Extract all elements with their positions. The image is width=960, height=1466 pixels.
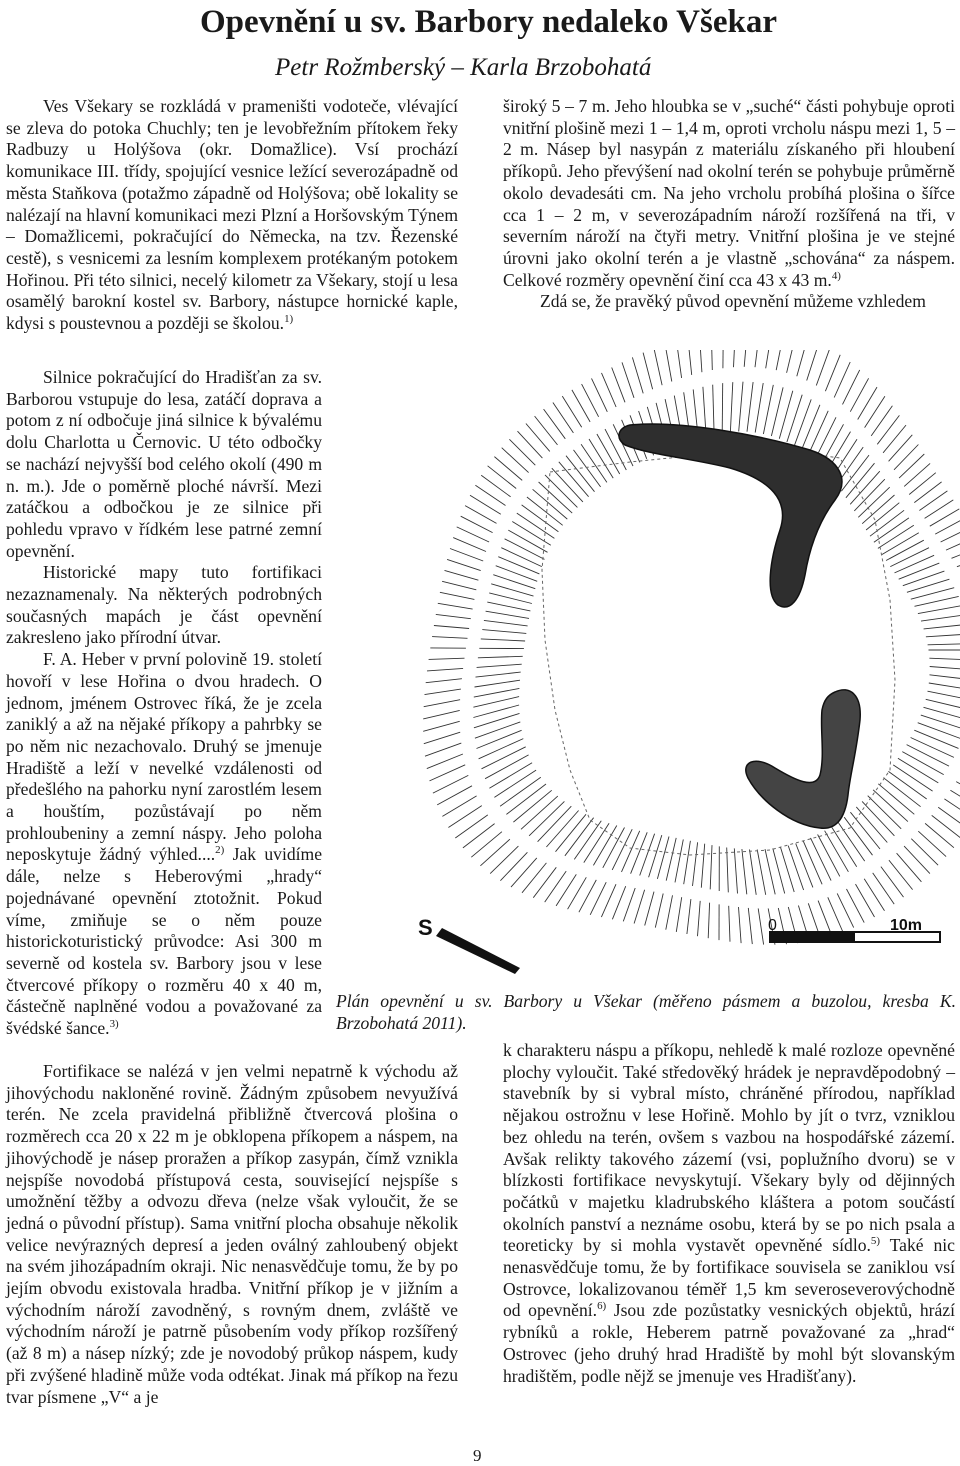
hatch-line <box>556 874 576 906</box>
hatch-line <box>844 817 872 855</box>
hatch-line <box>502 448 529 473</box>
hatch-line <box>903 571 945 586</box>
hatch-line <box>684 841 691 884</box>
hatch-line <box>479 739 524 759</box>
hatch-line <box>522 505 559 532</box>
hatch-line <box>831 827 856 867</box>
footnote-ref: 6) <box>597 1300 607 1313</box>
hatch-line <box>766 350 772 368</box>
hatch-line <box>758 908 763 944</box>
hatch-line <box>918 605 960 613</box>
hatch-line <box>886 540 924 560</box>
hatch-line <box>675 839 683 882</box>
hatch-line <box>445 570 479 580</box>
hatch-line <box>429 658 465 659</box>
left-column-top <box>6 96 458 335</box>
hatch-line <box>517 513 555 538</box>
hatch-line <box>748 908 752 944</box>
hatch-line <box>574 821 601 860</box>
hatch-line <box>808 411 828 455</box>
paragraph-3: Historické mapy tuto fortifikaci nezaznamenaly. Na některých podrobných současných mapách je část opevnění zakresleno jako přírodní útvar. <box>6 562 322 648</box>
hatch-line <box>918 723 960 740</box>
hatch-line <box>654 350 662 385</box>
hatch-line <box>474 688 520 697</box>
hatch-line <box>727 848 729 893</box>
hatch-line <box>763 385 773 434</box>
hatch-line <box>928 644 960 645</box>
authors: Petr Rožmberský – Karla Brzobohatá <box>275 54 652 81</box>
hatch-line <box>794 399 811 445</box>
hatch-line <box>612 886 625 919</box>
hatch-line <box>632 357 643 393</box>
hatch-line <box>430 765 466 781</box>
hatch-line <box>878 525 914 548</box>
hatch-line <box>864 879 884 911</box>
hatch-line <box>494 457 522 481</box>
hatch-line <box>622 831 640 872</box>
left-column-narrow <box>6 367 322 1040</box>
hatch-line <box>471 832 502 858</box>
hatch-line <box>925 500 954 519</box>
hatch-line <box>509 439 535 465</box>
hatch-line <box>734 848 737 893</box>
hatch-line <box>487 602 530 611</box>
hatch-line <box>818 835 840 877</box>
hatch-line <box>424 732 460 744</box>
hatch-line <box>938 807 960 829</box>
hatch-line <box>500 852 527 880</box>
hatch-line <box>909 473 936 495</box>
fortification-plan-figure <box>330 350 960 985</box>
hatch-line <box>601 884 616 917</box>
hatch-line <box>921 615 960 622</box>
hatch-line <box>838 822 865 861</box>
hatch-line <box>425 689 461 695</box>
hatch-line <box>494 770 536 797</box>
hatch-line <box>640 834 655 876</box>
hatch-line <box>442 581 476 590</box>
footnote-ref: 5) <box>870 1235 880 1248</box>
hatch-line <box>897 853 922 882</box>
hatch-line <box>500 777 541 806</box>
hatch-line <box>476 672 521 677</box>
hatch-line <box>750 850 757 895</box>
paragraph-6: široký 5 – 7 m. Jeho hloubka se v „suché“ části pohybuje oproti vnitřní plošině mezi 1 – 1,4 m, oproti vrcholu náspu mezi 1, 5 – 2 m. Násep byl nasypán z materiálu získaného při hloubení příkopů. Jeho převýšení nad okolní terén se pohybuje průměrně okolo devadesáti cm. Na jeho vrcholu probíhá plošina o šířce cca 1 – 2 m, v severozápadním nároží rozšířená na tři, v severním nároží na čtyři metry. Vnitřní plošina je ve stejné úrovni jako okolní terén a je vlastně „schována“ za náspem. Celkové rozměry opevnění činí cca 43 x 43 m.$^{4)}$ <box>503 96 955 290</box>
footnote-ref: 2) <box>215 844 225 857</box>
paragraph-5: Fortifikace se nalézá v jen velmi nepatrně k východu až jihovýchodu nakloněné rovině. Žádným způsobem nevyužívá terén. Ne zcela pravidelná přibližně čtvercová plošina o rozměrech cca 20 x 22 m je obklopena příkopem a náspem, na jihovýchodě je násep proražen a příkop zasypán, čímž vznikla nejspíše novodobá přístupová cesta, související nejspíše s umožnění těžby a odvozu dřeva (nelze však vyloučit, že se jedná o původní přístup). Sama vnitřní plocha obsahuje několik velice nevýrazných depresí a jeden oválný zahloubený objekt na svém jihozápadním okraji. Nic nenasvědčuje tomu, že by po jejím obvodu existovala hradba. Vnitřní příkop je v jižním a východním nároží zavodněný, s rovným dnem, zvláště ve východním nároží je patrně působením vody příkop rozšířený (až 8 m) a násep nízký; zde je novodobý průkop náspem, kudy při zvýšené hladině může voda odtékat. Jinak má příkop na řezu tvar písmene „V“ a je <box>6 1061 458 1407</box>
hatch-line <box>924 707 960 720</box>
hatch-line <box>883 778 920 807</box>
hatch-line <box>828 897 843 932</box>
hatch-line <box>666 895 673 929</box>
hatch-line <box>488 466 517 489</box>
hatch-line <box>779 391 793 439</box>
hatch-line <box>481 639 525 641</box>
hatch-line <box>956 782 960 800</box>
page-title: Opevnění u sv. Barbory nedaleko Všekar <box>200 4 777 40</box>
hatch-line <box>526 424 550 452</box>
hatch-line <box>929 683 960 691</box>
hatch-line <box>453 538 486 552</box>
hatch-line <box>757 850 766 895</box>
hatch-line <box>742 849 747 894</box>
hatch-line <box>898 758 938 783</box>
hatch-line <box>645 892 654 926</box>
hatch-line <box>545 871 567 902</box>
paragraph-1: Ves Všekary se rozkládá v prameništi vodoteče, vlévající se zleva do potoka Chuchly; ten je levobřežním přítokem řeky Radbuzy u Holýšova (okr. Domažlice). Vsí prochází komunikace III. třídy, spojující vesnice ležící severozápadně od města Staňkova (potažmo západně od Holýšova; obě lokality se nalézají na hlavní komunikaci mezi Plzní a Horšovským Týnem – Domažlicemi, pokračující do Německa, na tzv. Řezenské cestě), s vesnicemi za lesním komplexem protékaným potokem Hořinou. Při této silnici, necelý kilometr za Všekary, stojí u lesa osamělý barokní kostel sv. Barbory, nástupce hornické kaple, kdysi s poustevnou a později se školou.$^{1)}$ <box>6 96 458 334</box>
hatch-line <box>427 754 463 769</box>
hatch-line <box>427 668 463 671</box>
hatch-line <box>484 620 528 626</box>
hatch-line <box>511 858 537 887</box>
hatch-line <box>666 838 676 881</box>
hatch-line <box>687 899 691 934</box>
hatch-line <box>589 439 613 478</box>
water-ditch-east <box>746 690 860 828</box>
hatch-line <box>818 901 832 936</box>
hatch-line <box>858 387 877 419</box>
hatch-line <box>807 350 819 381</box>
hatch-line <box>841 455 869 491</box>
hatch-line <box>622 362 634 397</box>
hatch-line <box>701 844 704 888</box>
hatch-line <box>911 738 954 758</box>
hatch-line <box>676 350 681 378</box>
page-number: 9 <box>473 1446 482 1465</box>
hatch-line <box>915 596 959 606</box>
hatch-line <box>584 823 609 862</box>
hatch-line <box>473 697 519 708</box>
scale-end-label: 10m <box>890 917 923 934</box>
hatch-line <box>796 844 813 888</box>
hatch-line <box>811 838 832 881</box>
hatch-line <box>902 752 943 775</box>
paragraph-7: Zdá se, že pravěký původ opevnění můžeme vzhledem <box>539 291 926 312</box>
hatch-line <box>496 566 538 582</box>
hatch-line <box>489 593 532 604</box>
hatch-line <box>553 403 574 433</box>
hatch-line <box>623 888 635 921</box>
hatch-line <box>893 765 932 791</box>
hatch-line <box>834 362 850 398</box>
hatch-line <box>447 559 481 570</box>
hatch-line <box>904 846 930 874</box>
hatch-line <box>787 395 802 442</box>
north-arrow-icon <box>436 928 520 974</box>
hatch-line <box>919 491 947 511</box>
hatch-line <box>710 845 712 889</box>
hatch-line <box>734 350 736 367</box>
hatch-line <box>755 350 760 367</box>
hatch-line <box>730 382 732 432</box>
hatch-line <box>475 485 505 505</box>
hatch-line <box>924 624 960 629</box>
hatch-line <box>888 771 926 799</box>
hatch-line <box>434 626 469 629</box>
hatch-line <box>506 784 546 814</box>
hatch-line <box>475 680 521 687</box>
hatch-line <box>711 350 712 370</box>
hatch-line <box>914 730 958 748</box>
hatch-line <box>440 592 475 599</box>
hatch-line <box>877 415 899 444</box>
hatch-line <box>914 482 941 503</box>
left-column-bottom <box>6 1061 458 1408</box>
hatch-line <box>478 656 523 658</box>
hatch-line <box>432 637 467 639</box>
hatch-line <box>787 350 796 373</box>
hatch-line <box>765 849 775 894</box>
hatch-line <box>889 435 913 462</box>
hatch-line <box>593 826 616 866</box>
hatch-line <box>603 828 625 868</box>
hatch-line <box>895 555 935 573</box>
hatch-line <box>477 664 522 667</box>
hatch-line <box>480 839 510 866</box>
hatch-line <box>729 906 730 942</box>
hatch-line <box>899 563 940 579</box>
figure-caption: Plán opevnění u sv. Barbory u Všekar (měřeno pásmem a buzolou, kresba K. Brzobohatá 2011). <box>336 991 956 1033</box>
hatch-line <box>930 667 960 671</box>
hatch-line <box>481 475 510 497</box>
hatch-line <box>926 634 960 637</box>
north-label: S <box>418 915 433 940</box>
paragraph-8: k charakteru náspu a příkopu, nehledě k malé rozloze opevněné plochy vyloučit. Také středověký hrádek je nepravděpodobný – stavebník by si vybral místo, chráněné přírodou, například nějakou ostrožnu v lese Hořině. Mohlo by jít o tvrz, vzniklou bez ohledu na terén, ovšem s vazbou na hospodářské zázemí. Avšak relikty takového zázemí (vsi, poplužního dvoru) se v blízkosti fortifikace nevyskytují. Všekary byly od dějinných počátků v majetku kladrubského kláštera a potom součástí okolních panství a neznáme osobu, která by se po nich psala a teoreticky by si mohla vystavět opevněné sídlo.$^{5)}$ Také nic nenasvědčuje tomu, že by fortifikace souvisela se zaniklou vsí Ostrovce, lokalizovanou téměř 1,5 km severoseverovýchodně od opevnění.$^{6)}$ Jsou zde pozůstatky vesnických objektů, hrází rybníků a rokle, Heberem patrně považované za „hrad“ Ostrovec (jeho druhý hrad Hradiště by mohl být slovanským hradištěm, podle nějž se jmenuje ves Hradišťany). <box>503 1040 955 1386</box>
hatch-line <box>693 842 698 886</box>
water-ditch-north <box>619 424 842 607</box>
hatch-line <box>918 831 946 856</box>
hatch-line <box>486 611 529 618</box>
hatch-line <box>881 867 904 898</box>
hatch-line <box>438 603 473 609</box>
paragraph-4: F. A. Heber v první polovině 19. století hovoří v lese Hořina o dvou hradech. O jednom, jménem Ostrovec říká, že je zcela zaniklý a až na nějaké příkopy a pahrbky se po něm nic nezachovalo. Druhý se jmenuje Hradiště a leží v nevelké vzdálenosti od předešlého na pahorku nyní zarostlém lesem a houštím, pozůstávají po něm prohloubeniny a zemní náspy. Jeho poloha neposkytuje žádný výhled....$^{2)}$ Jak uvidíme dále, nelze s Heberovými „hrady“ pojednávané opevnění ztotožnit. Pokud víme, zmiňuje se o něm pouze historickoturistický průvodce: Asi 300 m severně od kostela sv. Barbory jsou v lese čtvercové příkopy o rozměru 40 x 40 m, částečně naplněné vodou a považované za švédské šance.$^{3)}$ <box>6 649 323 1039</box>
hatch-line <box>816 350 830 386</box>
hatch-line <box>883 425 906 453</box>
hatch-line <box>921 715 960 730</box>
footnote-ref: 1) <box>284 313 294 326</box>
hatch-line <box>455 815 488 838</box>
hatch-line <box>899 454 924 478</box>
hatch-line <box>424 700 460 707</box>
hatch-line <box>482 630 526 634</box>
hatch-line <box>744 350 747 367</box>
hatch-line <box>423 721 460 731</box>
hatch-line <box>803 841 822 884</box>
hatch-line <box>423 710 460 719</box>
hatch-line <box>871 406 892 436</box>
right-column-top <box>503 96 955 313</box>
hatch-line <box>522 863 546 893</box>
hatch-line <box>634 890 645 924</box>
hatch-line <box>907 745 949 767</box>
right-column-bottom <box>503 1040 955 1387</box>
hatch-line <box>508 530 547 552</box>
hatch-line <box>950 790 960 810</box>
hatch-line <box>612 368 625 403</box>
hatch-line <box>518 431 543 458</box>
hatch-line <box>448 806 481 828</box>
hatch-line <box>739 907 742 943</box>
hatch-line <box>533 867 556 897</box>
hatch-line <box>889 860 913 890</box>
hatch-line <box>463 824 495 848</box>
hatch-line <box>501 548 542 567</box>
footnote-ref: 4) <box>831 269 841 282</box>
hatch-line <box>771 387 783 436</box>
hatch-line <box>665 350 672 382</box>
hatch-line <box>426 679 462 683</box>
hatch-line <box>873 873 895 904</box>
hatch-line <box>825 831 849 872</box>
hatch-line <box>739 382 743 432</box>
hatch-line <box>713 385 714 434</box>
hatch-line <box>498 557 539 574</box>
hatch-line <box>935 518 960 534</box>
hatch-line <box>894 445 918 470</box>
hatch-line <box>655 894 663 928</box>
hatch-line <box>825 355 840 391</box>
hatch-line <box>475 722 520 738</box>
hatch-line <box>930 675 960 681</box>
hatch-line <box>535 416 558 445</box>
hatch-line <box>631 832 648 873</box>
hatch-line <box>544 409 566 439</box>
hatch-line <box>490 846 518 874</box>
hatch-line <box>797 350 808 376</box>
hatch-line <box>932 815 960 838</box>
hatch-line <box>581 444 607 482</box>
hatch-line <box>676 897 681 932</box>
hatch-line <box>436 614 471 618</box>
hatch-line <box>505 539 545 560</box>
hatch-line <box>890 548 929 567</box>
hatch-line <box>788 846 803 890</box>
hatch-line <box>425 743 461 756</box>
hatch-line <box>489 763 532 789</box>
scale-start-label: 0 <box>768 917 777 934</box>
hatch-line <box>527 497 563 525</box>
hatch-line <box>450 549 483 562</box>
hatch-line <box>865 396 885 427</box>
hatch-line <box>904 463 930 486</box>
hatch-line <box>699 350 702 372</box>
hatch-line <box>597 434 620 474</box>
hatch-line <box>911 839 938 866</box>
hatch-line <box>801 405 820 450</box>
hatch-line <box>688 350 692 375</box>
footnote-ref: 3) <box>109 1018 119 1031</box>
hatch-line <box>708 903 709 939</box>
hatch-line <box>926 699 960 710</box>
hatch-line <box>925 823 954 847</box>
hatch-line <box>928 691 960 700</box>
hatch-line <box>574 450 601 487</box>
hatch-line <box>698 901 701 936</box>
hatch-line <box>722 383 723 433</box>
hatch-line <box>565 818 594 856</box>
hatch-line <box>482 747 526 769</box>
hatch-line <box>612 829 632 870</box>
hatch-line <box>776 350 784 370</box>
hatch-line <box>882 533 919 555</box>
hatch-line <box>602 373 617 407</box>
hatch-line <box>747 382 753 432</box>
hatch-line <box>643 353 653 390</box>
paragraph-2: Silnice pokračující do Hradišťan za sv. Barborou vstupuje do lesa, zatáčí doprava a potom z ní odbočuje jiná silnice k bývalému dolu Charlotta u Černovic. U této odbočky se nachází nejvyšší bod celého okolí (490 m n. m.). Jde o poměrně ploché návrší. Mezi zatáčkou a odbočkou je ze silnice při pohledu vpravo v řídkém lese patrné zemní opevnění. <box>6 367 322 561</box>
hatch-line <box>944 799 960 820</box>
hatch-line <box>485 755 528 779</box>
hatch-line <box>457 527 489 542</box>
hatch-line <box>874 518 909 542</box>
hatch-line <box>929 658 960 660</box>
hatch-line <box>562 396 581 427</box>
hatch-line <box>477 730 522 748</box>
hatch-line <box>755 383 763 432</box>
